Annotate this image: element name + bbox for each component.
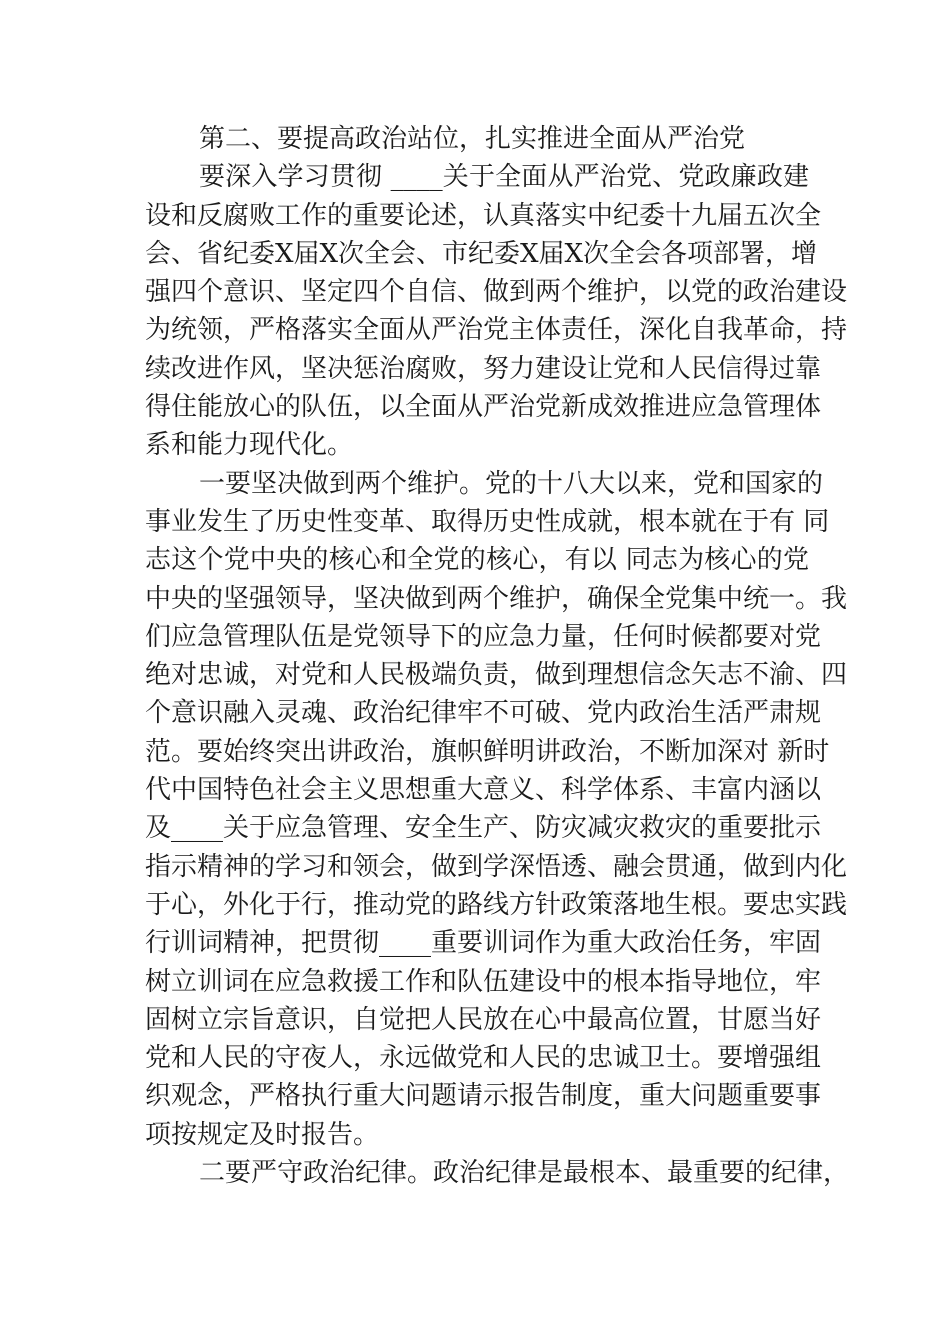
paragraph-1-line-6: 续改进作风，坚决惩治腐败，努力建设让党和人民信得过靠: [145, 353, 822, 384]
paragraph-2-line-15: 固树立宗旨意识，自觉把人民放在心中最高位置，甘愿当好: [145, 1004, 822, 1035]
paragraph-2-line-9: 代中国特色社会主义思想重大意义、科学体系、丰富内涵以: [145, 775, 822, 806]
paragraph-1-line-8: 系和能力现代化。: [145, 430, 354, 461]
paragraph-3-line-1: 二要严守政治纪律。政治纪律是最根本、最重要的纪律，: [199, 1158, 850, 1189]
paragraph-2-line-6: 绝对忠诚，对党和人民极端负责，做到理想信念矢志不渝、四: [145, 660, 848, 691]
paragraph-2-line-16: 党和人民的守夜人，永远做党和人民的忠诚卫士。要增强组: [145, 1043, 822, 1074]
paragraph-2-line-12: 于心，外化于行，推动党的路线方针政策落地生根。要忠实践: [145, 889, 848, 920]
paragraph-2-line-5: 们应急管理队伍是党领导下的应急力量，任何时候都要对党: [145, 621, 822, 652]
paragraph-1-line-3: 会、省纪委X届X次全会、市纪委X届X次全会各项部署，增: [145, 238, 818, 269]
paragraph-1-line-4: 强四个意识、坚定四个自信、做到两个维护，以党的政治建设: [145, 277, 848, 308]
paragraph-2-line-13: 行训词精神，把贯彻____重要训词作为重大政治任务，牢固: [145, 928, 822, 959]
section-heading: 第二、要提高政治站位，扎实推进全面从严治党: [199, 124, 746, 154]
paragraph-2-line-10: 及____关于应急管理、安全生产、防灾减灾救灾的重要批示: [145, 813, 822, 844]
paragraph-2-line-3: 志这个党中央的核心和全党的核心，有以 同志为核心的党: [145, 545, 809, 576]
paragraph-2-line-4: 中央的坚强领导，坚决做到两个维护，确保全党集中统一。我: [145, 583, 848, 614]
paragraph-2-line-11: 指示精神的学习和领会，做到学深悟透、融会贯通，做到内化: [145, 851, 848, 882]
paragraph-1-line-2: 设和反腐败工作的重要论述，认真落实中纪委十九届五次全: [145, 200, 822, 231]
paragraph-1-line-7: 得住能放心的队伍，以全面从严治党新成效推进应急管理体: [145, 392, 822, 423]
paragraph-1-line-1: 要深入学习贯彻 ____关于全面从严治党、党政廉政建: [199, 162, 809, 193]
paragraph-2-line-14: 树立训词在应急救援工作和队伍建设中的根本指导地位，牢: [145, 966, 822, 997]
paragraph-2-line-17: 织观念，严格执行重大问题请示报告制度，重大问题重要事: [145, 1081, 822, 1112]
paragraph-2-line-18: 项按规定及时报告。: [145, 1119, 380, 1150]
paragraph-2-line-2: 事业发生了历史性变革、取得历史性成就，根本就在于有 同: [145, 506, 830, 537]
paragraph-2-line-7: 个意识融入灵魂、政治纪律牢不可破、党内政治生活严肃规: [145, 698, 822, 729]
paragraph-1-line-5: 为统领，严格落实全面从严治党主体责任，深化自我革命，持: [145, 315, 848, 346]
document-body: [145, 120, 850, 1192]
paragraph-2-line-1: 一要坚决做到两个维护。党的十八大以来，党和国家的: [199, 468, 824, 499]
paragraph-2-line-8: 范。要始终突出讲政治，旗帜鲜明讲政治，不断加深对 新时: [145, 736, 830, 767]
